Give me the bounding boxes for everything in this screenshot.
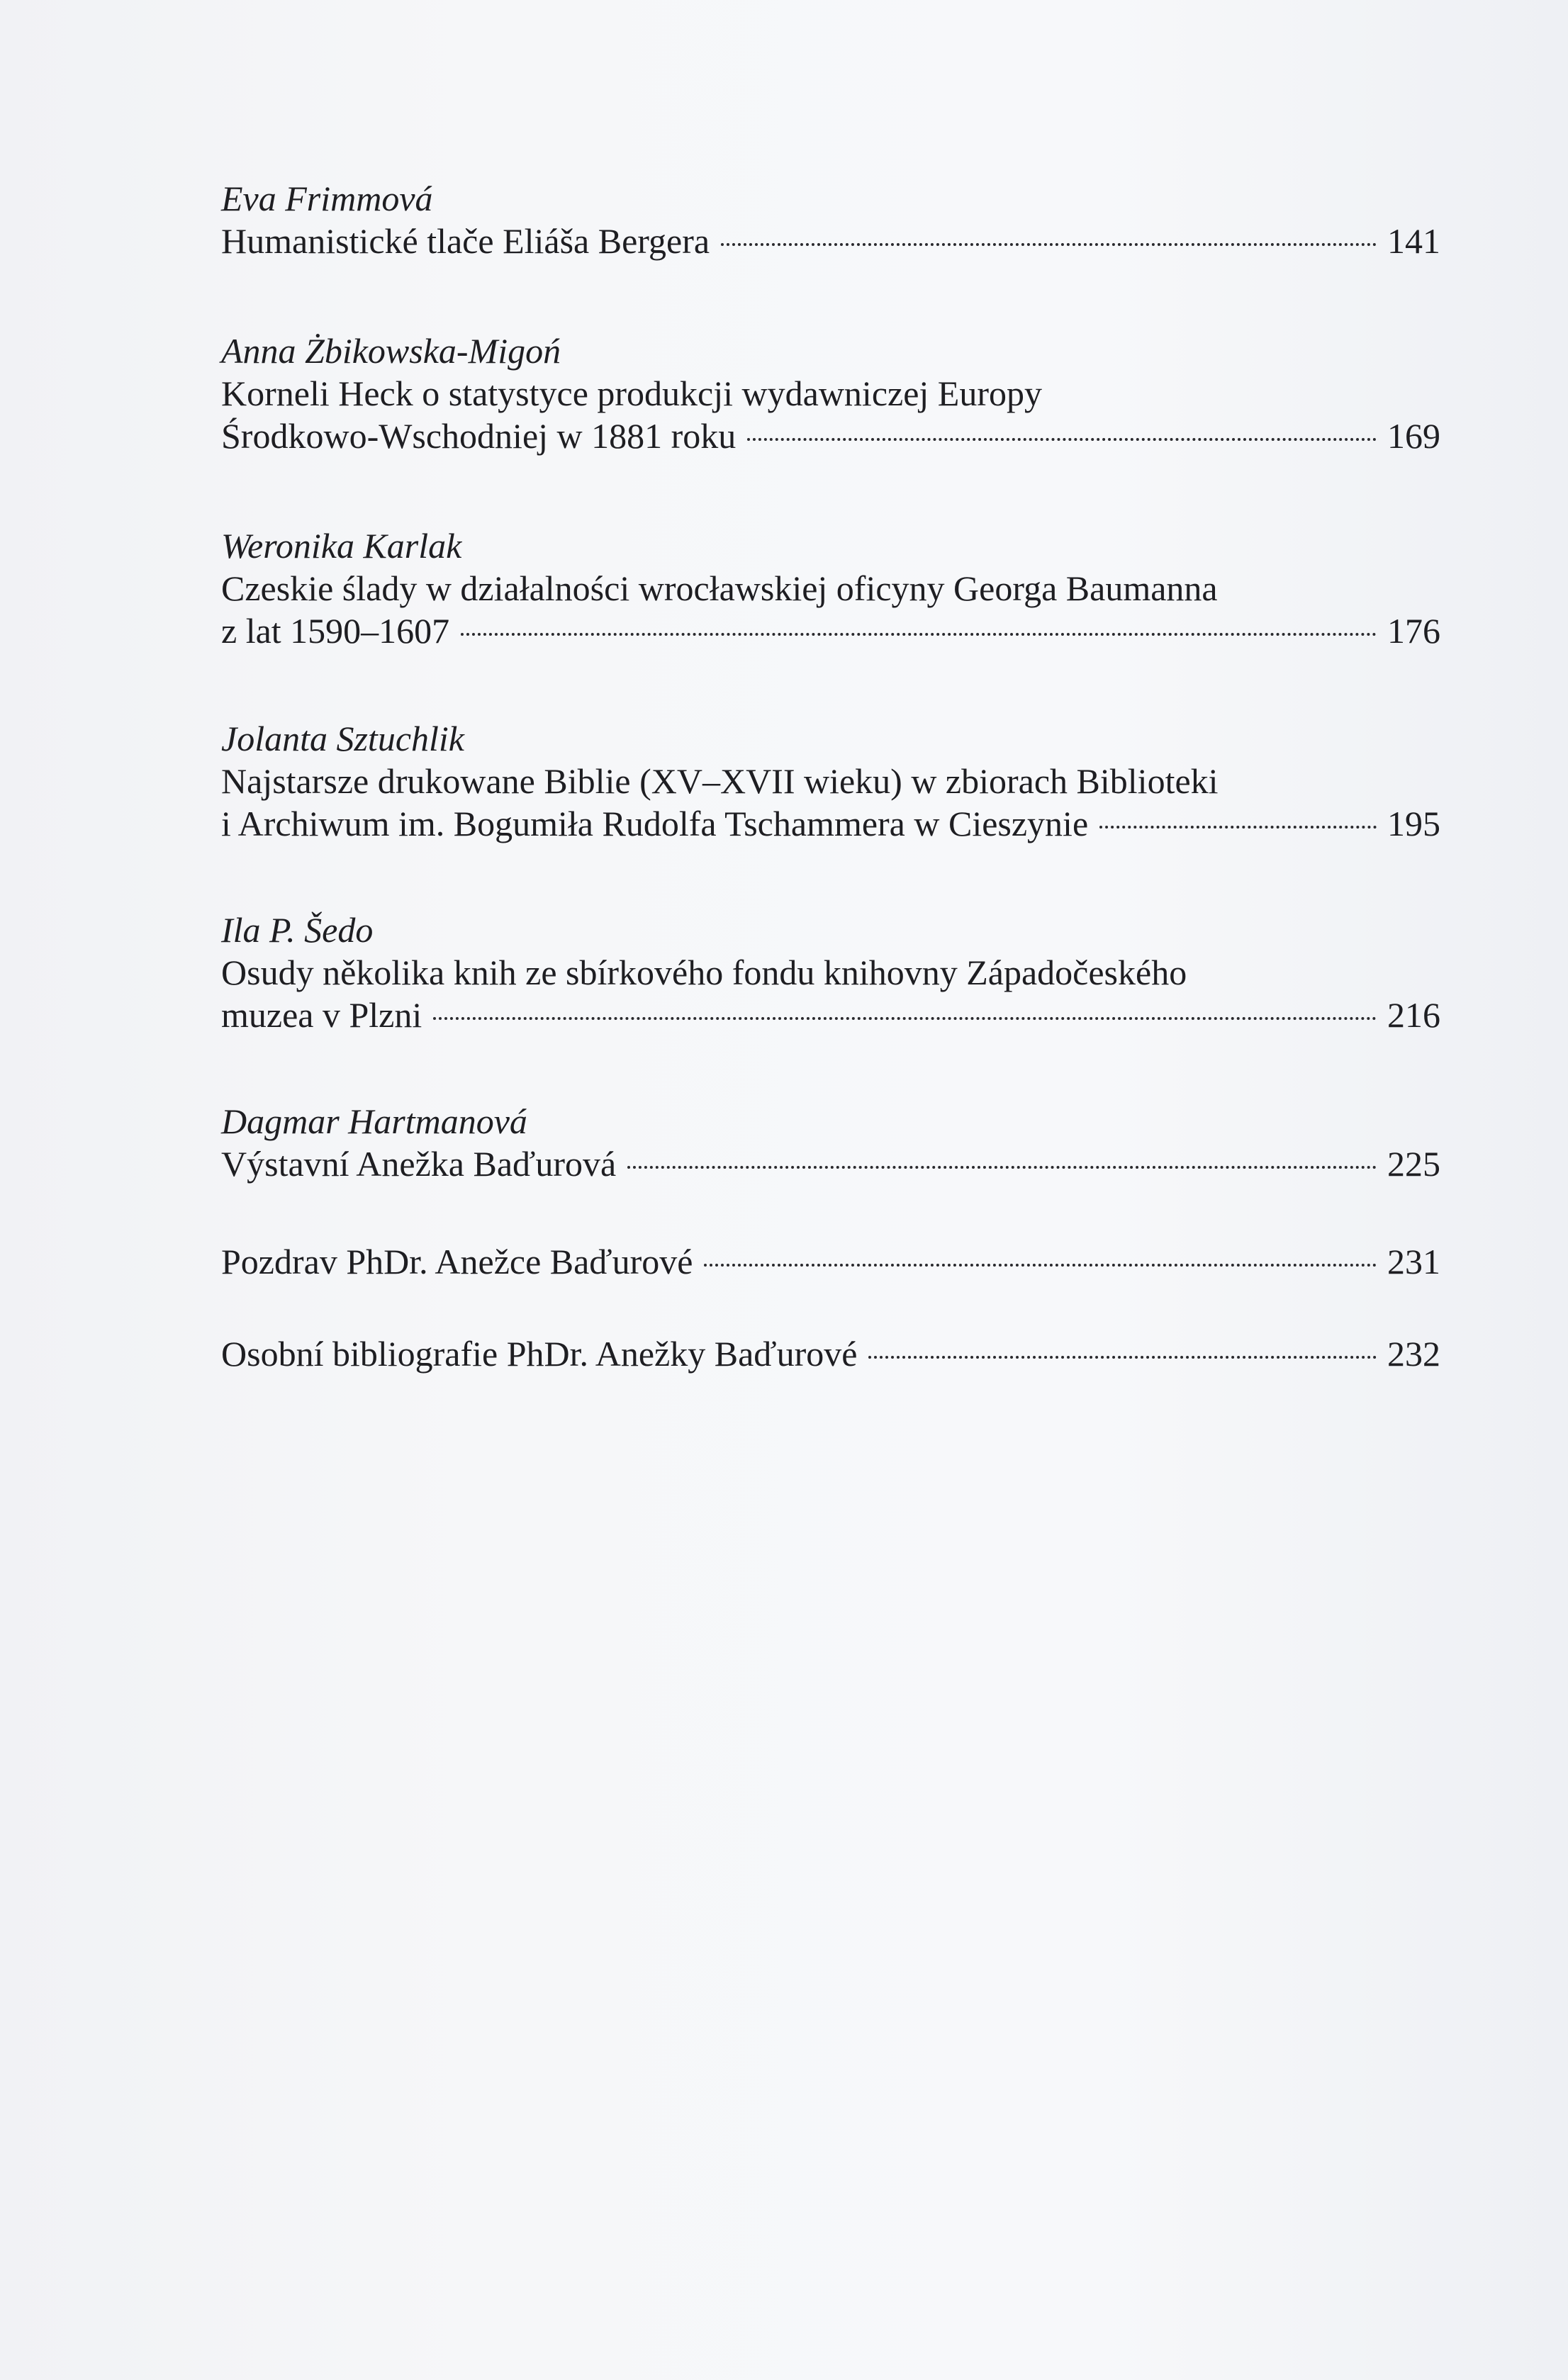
entry-title-line bbox=[221, 567, 1440, 610]
entry-title: z lat 1590–1607 bbox=[221, 611, 450, 651]
entry-title: Osobní bibliografie PhDr. Anežky Baďurové bbox=[221, 1334, 858, 1374]
dot-leader bbox=[627, 1166, 1377, 1169]
entry-title-line bbox=[221, 802, 1440, 845]
toc-entry bbox=[221, 524, 1440, 652]
entry-title: i Archiwum im. Bogumiła Rudolfa Tschammera w Cieszynie bbox=[221, 804, 1089, 843]
entry-title-line bbox=[221, 372, 1440, 415]
entry-page-number: 232 bbox=[1387, 1334, 1440, 1374]
entry-page-number: 231 bbox=[1387, 1242, 1440, 1281]
entry-title: Korneli Heck o statystyce produkcji wydawniczej Europy bbox=[221, 374, 1042, 413]
dot-leader bbox=[721, 243, 1377, 246]
entry-title-line bbox=[221, 1332, 1440, 1375]
entry-title: Výstavní Anežka Baďurová bbox=[221, 1144, 617, 1184]
toc-entry bbox=[221, 330, 1440, 457]
entry-author: Anna Żbikowska-Migoń bbox=[221, 331, 561, 371]
entry-title: muzea v Plzni bbox=[221, 995, 422, 1035]
entry-title-line bbox=[221, 760, 1440, 802]
entry-title: Najstarsze drukowane Biblie (XV–XVII wieku) w zbiorach Biblioteki bbox=[221, 761, 1219, 801]
toc-entry bbox=[221, 177, 1440, 262]
entry-title-line bbox=[221, 1240, 1440, 1283]
toc-entry bbox=[221, 909, 1440, 1036]
entry-title-line bbox=[221, 1143, 1440, 1185]
toc-entry bbox=[221, 1240, 1440, 1283]
entry-title-line bbox=[221, 951, 1440, 994]
entry-author: Eva Frimmová bbox=[221, 179, 433, 218]
dot-leader bbox=[433, 1017, 1377, 1020]
entry-page-number: 225 bbox=[1387, 1144, 1440, 1184]
entry-page-number: 176 bbox=[1387, 611, 1440, 651]
dot-leader bbox=[868, 1356, 1377, 1359]
entry-author: Dagmar Hartmanová bbox=[221, 1101, 527, 1141]
dot-leader bbox=[704, 1264, 1377, 1267]
toc-entry bbox=[221, 717, 1440, 845]
entry-title: Środkowo-Wschodniej w 1881 roku bbox=[221, 416, 737, 456]
entry-title: Pozdrav PhDr. Anežce Baďurové bbox=[221, 1242, 693, 1281]
entry-title-line bbox=[221, 220, 1440, 262]
entry-author: Jolanta Sztuchlik bbox=[221, 719, 464, 758]
toc-entry bbox=[221, 1332, 1440, 1375]
toc-entry bbox=[221, 1100, 1440, 1185]
entry-page-number: 216 bbox=[1387, 995, 1440, 1035]
dot-leader bbox=[1099, 826, 1377, 829]
entry-title: Czeskie ślady w działalności wrocławskiej oficyny Georga Baumanna bbox=[221, 568, 1218, 608]
entry-page-number: 141 bbox=[1387, 221, 1440, 261]
entry-title: Humanistické tlače Eliáša Bergera bbox=[221, 221, 710, 261]
entry-title-line bbox=[221, 610, 1440, 652]
entry-page-number: 169 bbox=[1387, 416, 1440, 456]
entry-page-number: 195 bbox=[1387, 804, 1440, 843]
entry-title-line bbox=[221, 994, 1440, 1036]
entry-title: Osudy několika knih ze sbírkového fondu knihovny Západočeského bbox=[221, 953, 1187, 992]
dot-leader bbox=[461, 633, 1377, 636]
entry-author: Ila P. Šedo bbox=[221, 910, 374, 950]
entry-title-line bbox=[221, 415, 1440, 457]
entry-author: Weronika Karlak bbox=[221, 526, 462, 566]
dot-leader bbox=[747, 438, 1377, 441]
